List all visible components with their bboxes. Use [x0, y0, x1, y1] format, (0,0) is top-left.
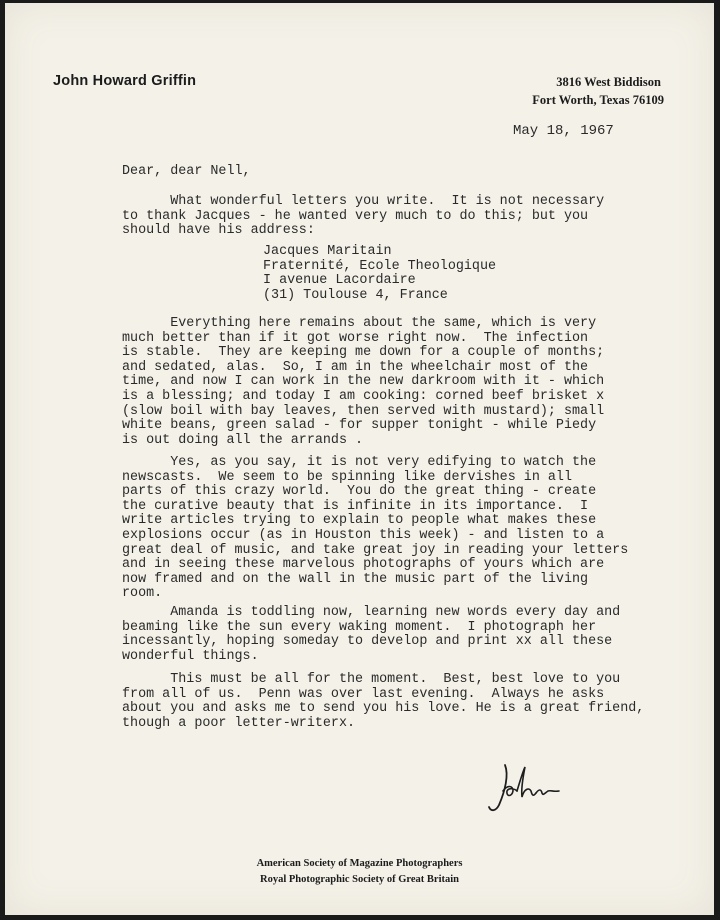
paragraph-1: What wonderful letters you write. It is not necessary to thank Jacques - he wanted very much to do this; but you should have his address: — [122, 194, 605, 239]
letter-page — [5, 3, 714, 915]
footer-affiliation-2: Royal Photographic Society of Great Britain — [260, 874, 459, 885]
paragraph-2: Everything here remains about the same, which is very much better than if it got worse right now. The infection is stable. They are keeping me down for a couple of months; and sedated, alas. So, I am in the wheelchair most of the time, and now I can work in the new darkroom with it - which is a blessing; and today I am cooking: corned beef brisket x (slow boil with bay leaves, then served with mustard); small white beans, green salad - for supper tonight - while Piedy is out doing all the arrands . — [122, 316, 605, 448]
letterhead-address — [532, 73, 664, 109]
footer-affiliation-1: American Society of Magazine Photographers — [256, 858, 463, 869]
letterhead-footer — [5, 856, 714, 888]
letterhead-name: John Howard Griffin — [53, 73, 197, 89]
recipient-address: Jacques Maritain Fraternité, Ecole Theologique I avenue Lacordaire (31) Toulouse 4, France — [263, 244, 497, 303]
paragraph-5: This must be all for the moment. Best, best love to you from all of us. Penn was over last evening. Always he asks about you and asks me to send you his love. He is a great friend, though a poor letter-writerx. — [122, 672, 645, 731]
handwritten-signature — [487, 761, 567, 815]
paragraph-4: Amanda is toddling now, learning new words every day and beaming like the sun every waking moment. I photograph her incessantly, hoping someday to develop and print xx all these wonderful things. — [122, 605, 621, 664]
address-line-street: 3816 West Biddison — [556, 75, 661, 89]
salutation: Dear, dear Nell, — [122, 164, 251, 179]
paragraph-3: Yes, as you say, it is not very edifying to watch the newscasts. We seem to be spinning like dervishes in all parts of this crazy world. You do the great thing - create the curative beauty that is infinite in its importance. I write articles trying to explain to people what makes these explosions occur (as in Houston this week) - and listen to a great deal of music, and take great joy in reading your letters and in seeing these marvelous photographs of yours which are now framed and on the wall in the music part of the living room. — [122, 455, 629, 602]
letter-date: May 18, 1967 — [513, 123, 614, 139]
address-line-city: Fort Worth, Texas 76109 — [532, 93, 664, 107]
